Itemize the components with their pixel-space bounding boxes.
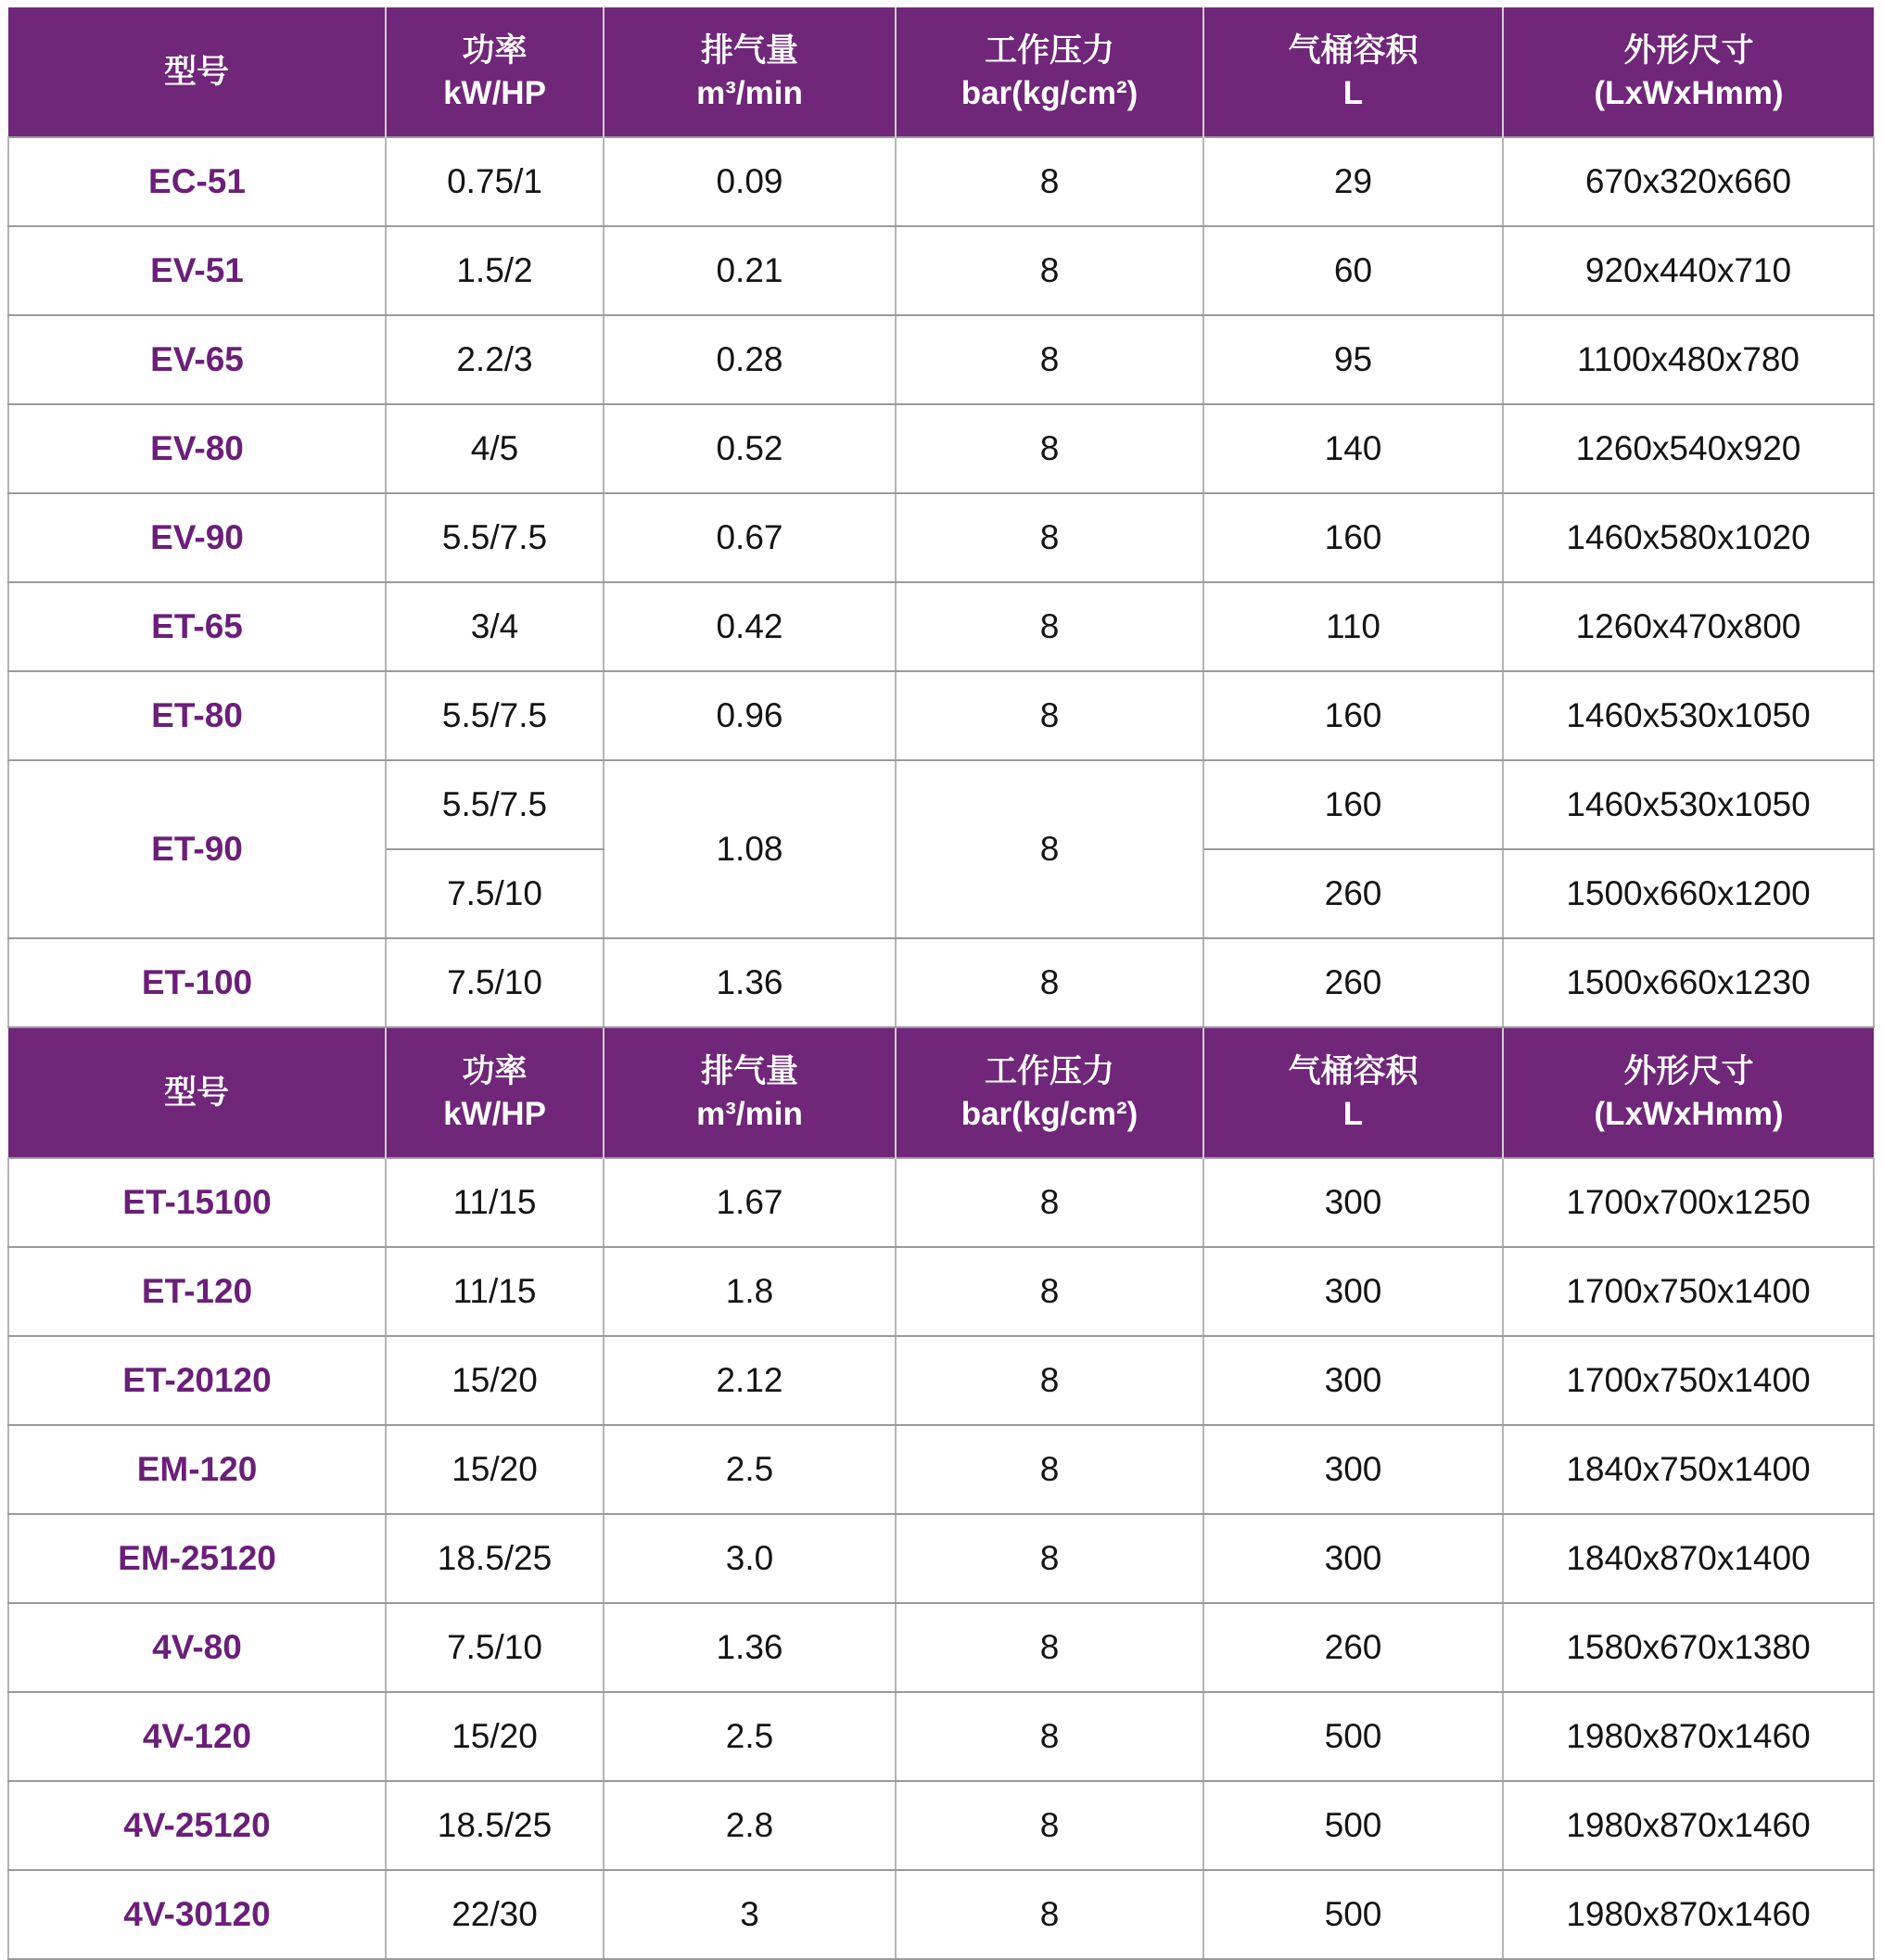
table-row [8, 1425, 1874, 1514]
power-cell: 2.2/3 [386, 315, 604, 404]
pressure-cell: 8 [896, 1158, 1203, 1247]
pressure-cell: 8 [896, 1603, 1203, 1692]
column-unit: m³/min [696, 74, 803, 111]
dimensions-cell: 1700x700x1250 [1503, 1158, 1874, 1247]
power-cell: 4/5 [386, 404, 604, 493]
model-cell: ET-90 [8, 760, 386, 938]
pressure-cell: 8 [896, 1692, 1203, 1781]
section-2-header [8, 1027, 1874, 1158]
tank-cell: 160 [1203, 760, 1503, 849]
pressure-cell: 8 [896, 404, 1203, 493]
header-row [8, 1027, 1874, 1158]
dimensions-cell: 1700x750x1400 [1503, 1336, 1874, 1425]
pressure-cell: 8 [896, 582, 1203, 671]
spec-table [7, 7, 1875, 1960]
column-header-2 [604, 1027, 896, 1158]
tank-cell: 160 [1203, 671, 1503, 760]
power-cell: 15/20 [386, 1336, 604, 1425]
displacement-cell: 2.8 [604, 1781, 896, 1870]
column-header-3 [896, 7, 1203, 137]
tank-cell: 300 [1203, 1425, 1503, 1514]
column-header-5 [1503, 7, 1874, 137]
power-cell: 22/30 [386, 1870, 604, 1959]
power-cell: 15/20 [386, 1692, 604, 1781]
tank-cell: 300 [1203, 1514, 1503, 1603]
dimensions-cell: 1840x870x1400 [1503, 1514, 1874, 1603]
dimensions-cell: 1460x580x1020 [1503, 493, 1874, 582]
column-title: 功率 [462, 1052, 528, 1089]
power-cell: 7.5/10 [386, 938, 604, 1027]
dimensions-cell: 1840x750x1400 [1503, 1425, 1874, 1514]
tank-cell: 300 [1203, 1158, 1503, 1247]
table-row [8, 671, 1874, 760]
tank-cell: 500 [1203, 1870, 1503, 1959]
power-cell: 5.5/7.5 [386, 493, 604, 582]
displacement-cell: 0.21 [604, 226, 896, 315]
displacement-cell: 1.67 [604, 1158, 896, 1247]
table-row [8, 760, 1874, 849]
model-cell: EV-90 [8, 493, 386, 582]
displacement-cell: 0.09 [604, 137, 896, 226]
power-cell: 3/4 [386, 582, 604, 671]
tank-cell: 300 [1203, 1247, 1503, 1336]
tank-cell: 29 [1203, 137, 1503, 226]
table-row [8, 1247, 1874, 1336]
table-row [8, 1781, 1874, 1870]
model-cell: ET-100 [8, 938, 386, 1027]
tank-cell: 160 [1203, 493, 1503, 582]
model-cell: 4V-30120 [8, 1870, 386, 1959]
model-cell: ET-80 [8, 671, 386, 760]
column-title: 排气量 [700, 32, 798, 69]
dimensions-cell: 1100x480x780 [1503, 315, 1874, 404]
pressure-cell: 8 [896, 1425, 1203, 1514]
power-cell: 7.5/10 [386, 1603, 604, 1692]
column-unit: kW/HP [443, 1095, 546, 1132]
table-row [8, 1870, 1874, 1959]
column-header-1 [386, 7, 604, 137]
section-1-body [8, 137, 1874, 1027]
displacement-cell: 2.5 [604, 1425, 896, 1514]
power-cell: 5.5/7.5 [386, 760, 604, 849]
dimensions-cell: 1260x470x800 [1503, 582, 1874, 671]
dimensions-cell: 1260x540x920 [1503, 404, 1874, 493]
power-cell: 18.5/25 [386, 1514, 604, 1603]
model-cell: 4V-120 [8, 1692, 386, 1781]
displacement-cell: 0.96 [604, 671, 896, 760]
column-header-3 [896, 1027, 1203, 1158]
pressure-cell: 8 [896, 1247, 1203, 1336]
pressure-cell: 8 [896, 1781, 1203, 1870]
pressure-cell: 8 [896, 1514, 1203, 1603]
power-cell: 7.5/10 [386, 849, 604, 938]
model-cell: ET-15100 [8, 1158, 386, 1247]
tank-cell: 95 [1203, 315, 1503, 404]
dimensions-cell: 1500x660x1230 [1503, 938, 1874, 1027]
column-unit: (LxWxHmm) [1594, 1095, 1784, 1132]
column-unit: bar(kg/cm²) [961, 1095, 1139, 1132]
power-cell: 1.5/2 [386, 226, 604, 315]
model-cell: EV-80 [8, 404, 386, 493]
section-1-header [8, 7, 1874, 137]
pressure-cell: 8 [896, 493, 1203, 582]
table-row [8, 1336, 1874, 1425]
column-unit: bar(kg/cm²) [961, 74, 1139, 111]
displacement-cell: 0.52 [604, 404, 896, 493]
pressure-cell: 8 [896, 938, 1203, 1027]
displacement-cell: 3 [604, 1870, 896, 1959]
power-cell: 18.5/25 [386, 1781, 604, 1870]
dimensions-cell: 1980x870x1460 [1503, 1870, 1874, 1959]
tank-cell: 60 [1203, 226, 1503, 315]
power-cell: 0.75/1 [386, 137, 604, 226]
column-title: 工作压力 [984, 32, 1114, 69]
pressure-cell: 8 [896, 315, 1203, 404]
power-cell: 5.5/7.5 [386, 671, 604, 760]
displacement-cell: 3.0 [604, 1514, 896, 1603]
column-title: 型号 [163, 53, 229, 90]
tank-cell: 300 [1203, 1336, 1503, 1425]
displacement-cell: 1.08 [604, 760, 896, 938]
column-header-4 [1203, 7, 1503, 137]
dimensions-cell: 1460x530x1050 [1503, 671, 1874, 760]
table-row [8, 137, 1874, 226]
model-cell: ET-65 [8, 582, 386, 671]
pressure-cell: 8 [896, 1336, 1203, 1425]
power-cell: 11/15 [386, 1247, 604, 1336]
column-unit: m³/min [696, 1095, 803, 1132]
dimensions-cell: 1500x660x1200 [1503, 849, 1874, 938]
dimensions-cell: 1980x870x1460 [1503, 1692, 1874, 1781]
displacement-cell: 2.12 [604, 1336, 896, 1425]
table-row [8, 1514, 1874, 1603]
displacement-cell: 1.36 [604, 938, 896, 1027]
dimensions-cell: 1980x870x1460 [1503, 1781, 1874, 1870]
column-header-2 [604, 7, 896, 137]
column-header-4 [1203, 1027, 1503, 1158]
column-title: 外形尺寸 [1623, 1052, 1754, 1089]
column-title: 排气量 [700, 1052, 798, 1089]
displacement-cell: 0.28 [604, 315, 896, 404]
table-row [8, 1692, 1874, 1781]
pressure-cell: 8 [896, 226, 1203, 315]
column-title: 气桶容积 [1288, 1052, 1419, 1089]
column-title: 型号 [163, 1074, 229, 1111]
power-cell: 11/15 [386, 1158, 604, 1247]
pressure-cell: 8 [896, 671, 1203, 760]
table-row [8, 582, 1874, 671]
model-cell: EV-51 [8, 226, 386, 315]
column-header-1 [386, 1027, 604, 1158]
tank-cell: 260 [1203, 1603, 1503, 1692]
column-header-0 [8, 7, 386, 137]
tank-cell: 500 [1203, 1692, 1503, 1781]
pressure-cell: 8 [896, 760, 1203, 938]
column-title: 外形尺寸 [1623, 32, 1754, 69]
model-cell: ET-120 [8, 1247, 386, 1336]
model-cell: 4V-80 [8, 1603, 386, 1692]
column-unit: L [1342, 1095, 1364, 1132]
table-row [8, 938, 1874, 1027]
tank-cell: 260 [1203, 938, 1503, 1027]
section-2-body [8, 1158, 1874, 1959]
column-title: 气桶容积 [1288, 32, 1419, 69]
tank-cell: 140 [1203, 404, 1503, 493]
column-header-5 [1503, 1027, 1874, 1158]
pressure-cell: 8 [896, 137, 1203, 226]
table-row [8, 1158, 1874, 1247]
power-cell: 15/20 [386, 1425, 604, 1514]
model-cell: EM-25120 [8, 1514, 386, 1603]
dimensions-cell: 670x320x660 [1503, 137, 1874, 226]
displacement-cell: 1.36 [604, 1603, 896, 1692]
header-row [8, 7, 1874, 137]
displacement-cell: 1.8 [604, 1247, 896, 1336]
displacement-cell: 0.67 [604, 493, 896, 582]
tank-cell: 110 [1203, 582, 1503, 671]
tank-cell: 260 [1203, 849, 1503, 938]
displacement-cell: 2.5 [604, 1692, 896, 1781]
column-header-0 [8, 1027, 386, 1158]
table-row [8, 315, 1874, 404]
dimensions-cell: 920x440x710 [1503, 226, 1874, 315]
table-row [8, 226, 1874, 315]
table-row [8, 404, 1874, 493]
model-cell: 4V-25120 [8, 1781, 386, 1870]
column-unit: kW/HP [443, 74, 546, 111]
column-unit: (LxWxHmm) [1594, 74, 1784, 111]
pressure-cell: 8 [896, 1870, 1203, 1959]
table-row [8, 493, 1874, 582]
model-cell: ET-20120 [8, 1336, 386, 1425]
displacement-cell: 0.42 [604, 582, 896, 671]
table-row [8, 1603, 1874, 1692]
column-title: 功率 [462, 32, 528, 69]
model-cell: EV-65 [8, 315, 386, 404]
column-title: 工作压力 [984, 1052, 1114, 1089]
dimensions-cell: 1460x530x1050 [1503, 760, 1874, 849]
model-cell: EC-51 [8, 137, 386, 226]
dimensions-cell: 1580x670x1380 [1503, 1603, 1874, 1692]
dimensions-cell: 1700x750x1400 [1503, 1247, 1874, 1336]
model-cell: EM-120 [8, 1425, 386, 1514]
tank-cell: 500 [1203, 1781, 1503, 1870]
column-unit: L [1342, 74, 1364, 111]
